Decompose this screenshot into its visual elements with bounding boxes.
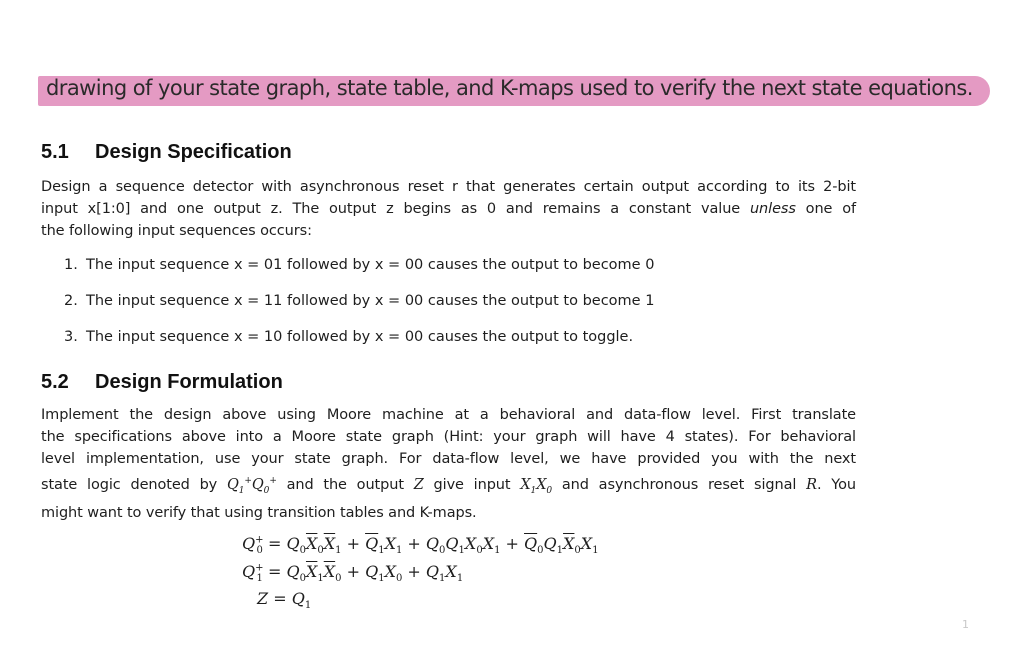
page-number-mark: 1	[962, 618, 969, 631]
section-5-1-heading	[41, 141, 292, 164]
paragraph-line: Implement the design above using Moore machine at a behavioral and data-flow level. First translate	[41, 407, 856, 423]
equation-z-output: $Z = Q_1$	[257, 589, 312, 612]
section-title: Design Specification	[95, 141, 292, 163]
paragraph-line: state logic denoted by $Q_1^+Q_0^+$ and the output Z give input $X_1X_0$ and asynchronous reset signal R. You	[41, 476, 856, 496]
paragraph-line: might want to verify that using transition tables and K-maps.	[41, 504, 477, 521]
list-item: 3. The input sequence x = 10 followed by x = 00 causes the output to toggle.	[64, 329, 634, 345]
highlighted-sentence: drawing of your state graph, state table, and K-maps used to verify the next state equations.	[46, 76, 973, 100]
section-number: 5.1	[41, 141, 69, 163]
list-item: 1. The input sequence x = 01 followed by x = 00 causes the output to become 0	[64, 257, 655, 273]
math-r: R	[806, 476, 817, 493]
math-x1x0: $X_1X_0$	[520, 476, 553, 496]
spec-paragraph	[41, 176, 856, 242]
math-z: Z	[413, 476, 424, 493]
paragraph-line: Design a sequence detector with asynchronous reset r that generates certain output according to its 2-bit	[41, 179, 856, 195]
paragraph-line: the specifications above into a Moore state graph (Hint: your graph will have 4 states). For behavioral	[41, 429, 856, 445]
formulation-paragraph	[41, 404, 856, 524]
section-5-2-heading	[41, 371, 283, 394]
equation-q1-next: $Q^+_1 = Q_0\overline{X}_1\overline{X}_0 + Q_1X_0 + Q_1X_1$	[242, 562, 464, 585]
section-number: 5.2	[41, 371, 69, 393]
paragraph-line: input x[1:0] and one output z. The output z begins as 0 and remains a constant value unless one of	[41, 201, 856, 217]
section-title: Design Formulation	[95, 371, 283, 393]
math-q1q0-plus: $Q_1^+Q_0^+$	[226, 476, 277, 496]
equation-q0-next: $Q^+_0 = Q_0\overline{X}_0\overline{X}_1 + \overline{Q}_1X_1 + Q_0Q_1X_0X_1 + \overline{Q}_0Q_1\overline{X}_0X_1$	[242, 534, 599, 557]
paragraph-line: the following input sequences occurs:	[41, 223, 312, 239]
paragraph-line: level implementation, use your state graph. For data-flow level, we have provided you with the next	[41, 451, 856, 467]
list-item: 2. The input sequence x = 11 followed by x = 00 causes the output to become 1	[64, 293, 655, 309]
emphasis-unless: unless	[749, 201, 796, 217]
